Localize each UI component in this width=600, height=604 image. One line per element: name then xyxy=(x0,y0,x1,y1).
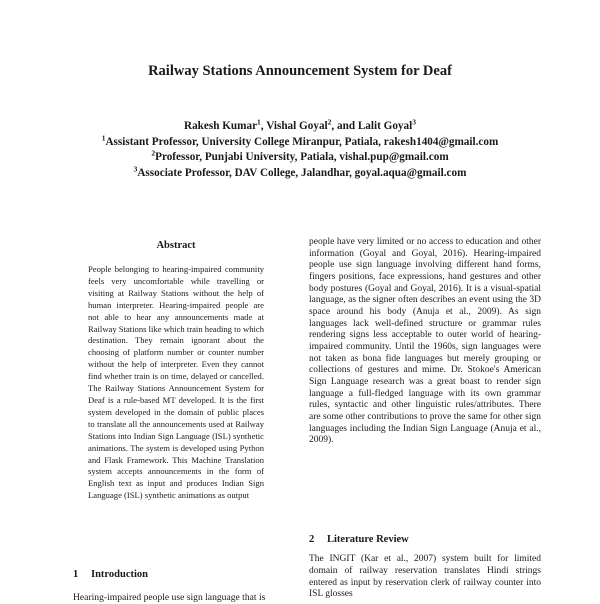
affiliation-sup: 3 xyxy=(133,164,138,174)
affiliation-line xyxy=(0,132,600,151)
section-title: Literature Review xyxy=(327,534,409,545)
affiliation-text: Professor, Punjabi University, Patiala, vishal.pup@gmail.com xyxy=(155,151,449,164)
affiliation-line xyxy=(0,166,600,182)
right-column-text: people have very limited or no access to education and other information (Goyal and Goyal, 2016). Hearing-impaired people use sign language involving different hand forms, fingers positions, face expressions, hand gestures and other body postures (Goyal and Goyal, 2016). It is a visual-spatial language, as the signer often describes an event using the 3D space around his body (Anuja et al., 2009). As sign languages lack well-defined structure or grammar rules rendering signs less acceptable to outer world of hearing-impaired community. Until the 1960s, sign languages were not taken as bona fide languages but merely grouping or collections of gestures and mime. Dr. Stokoe's American Sign Language research was a great boast to render sign language a full-fledged language with its own grammar rules, syntactic and other linguistic rules/attributes. There are some other contributions to prove the same for other sign languages including the Indian Sign Language (Anuja et al., 2009). xyxy=(309,237,541,446)
paper-title: Railway Stations Announcement System for Deaf xyxy=(148,63,452,79)
introduction-heading xyxy=(73,569,148,580)
author-block xyxy=(0,119,600,181)
literature-review-text: The INGIT (Kar et al., 2007) system built for limited domain of railway reservation translates Hindi strings entered as input by reservation clerk of railway counter into ISL glosses xyxy=(309,554,541,600)
affiliation-sup: 2 xyxy=(151,148,156,158)
literature-review-heading xyxy=(309,534,409,545)
section-number: 1 xyxy=(73,569,79,580)
introduction-first-line: Hearing-impaired people use sign language that is xyxy=(73,592,266,603)
author-sup: 2 xyxy=(327,117,332,127)
affiliation-text: Assistant Professor, University College Miranpur, Patiala, rakesh1404@gmail.com xyxy=(105,135,499,148)
author-separator: , xyxy=(260,120,267,132)
affiliation-line xyxy=(0,150,600,166)
section-number: 2 xyxy=(309,534,315,545)
abstract-text: People belonging to hearing-impaired community feels very uncomfortable while travelling or visiting at Railway Stations without the help of human interpreter. Hearing-impaired people are not able to hear any announcements made at Railway Stations like which train heading to which destination. They remain ignorant about the choosing of platform number or counter number without the help of interpreter. Even they cannot find whether train is on time, delayed or cancelled. The Railway Stations Announcement System for Deaf is a rule-based MT developed. It is the first system developed in the domain of public places to translate all the announcements used at Railway Stations into Indian Sign Language (ISL) synthetic animations. The system is developed using Python and Flask Framework. This Machine Translation system accepts announcements in the form of English text as input and produces Indian Sign Language (ISL) synthetic animations as output xyxy=(88,264,264,501)
author-sup: 1 xyxy=(257,117,261,127)
author-names xyxy=(0,119,600,135)
abstract-heading: Abstract xyxy=(156,240,196,251)
author-separator: , and xyxy=(331,120,358,132)
right-column xyxy=(309,237,541,447)
author-name: Rakesh Kumar xyxy=(184,120,258,132)
section-title: Introduction xyxy=(91,569,148,580)
affiliation-sup: 1 xyxy=(101,132,106,142)
left-column xyxy=(88,240,264,502)
author-sup: 3 xyxy=(412,117,416,127)
author-name: Vishal Goyal xyxy=(266,120,328,132)
author-name: Lalit Goyal xyxy=(357,120,413,132)
affiliation-text: Associate Professor, DAV College, Jalandhar, goyal.aqua@gmail.com xyxy=(137,166,467,179)
